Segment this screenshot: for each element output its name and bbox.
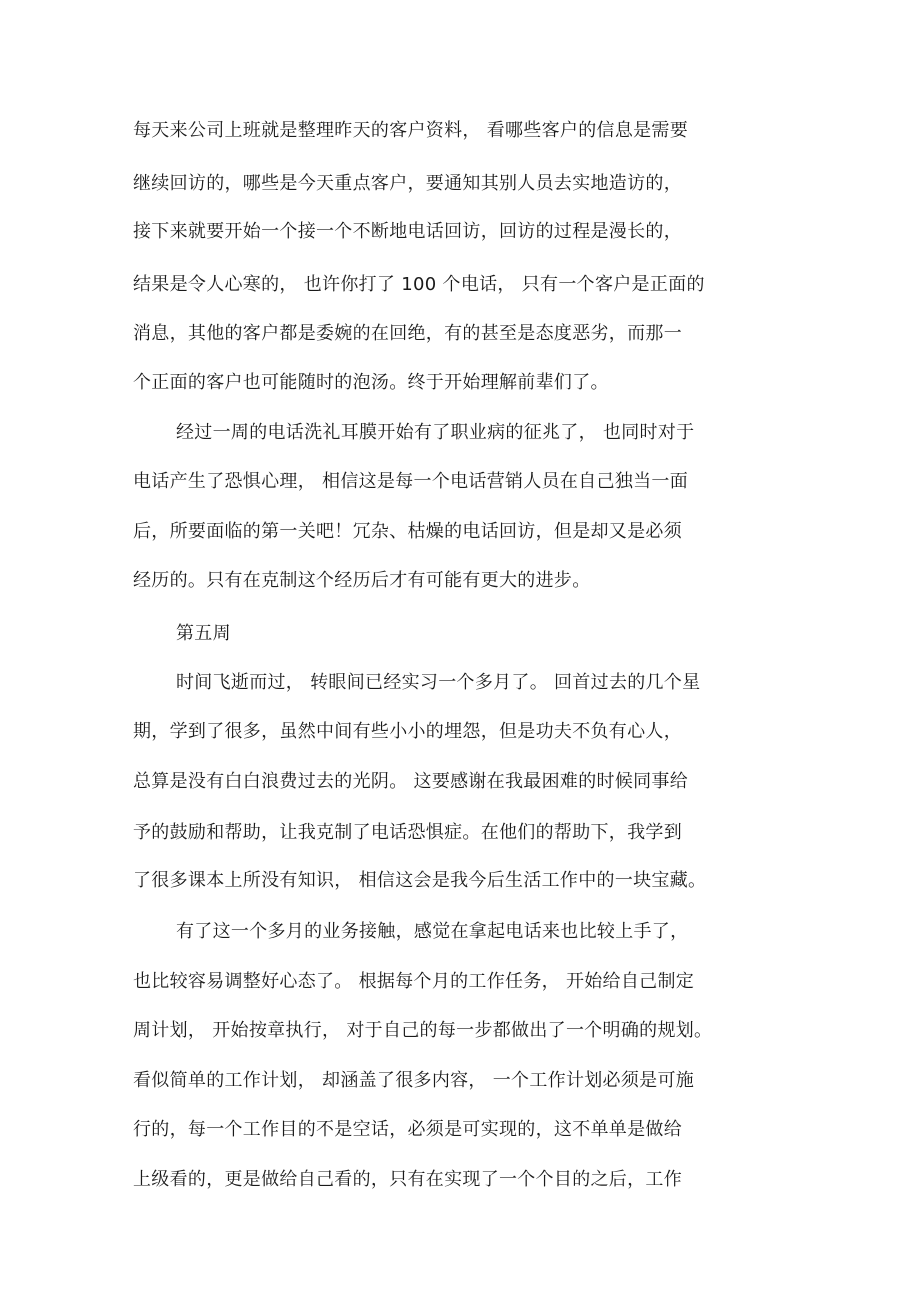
- text-line-7: 经过一周的电话洗礼耳膜开始有了职业病的征兆了， 也同时对于: [176, 422, 695, 443]
- text-line-21: 行的，每一个工作目的不是空话，必须是可实现的，这不单单是做给: [133, 1119, 682, 1140]
- text-line-15: 予的鼓励和帮助，让我克制了电话恐惧症。在他们的帮助下，我学到: [133, 822, 682, 843]
- text-line-8: 电话产生了恐惧心理， 相信这是每一个电话营销人员在自己独当一面: [133, 471, 689, 492]
- text-line-14: 总算是没有白白浪费过去的光阴。 这要感谢在我最困难的时候同事给: [133, 771, 689, 792]
- text-line-18: 也比较容易调整好心态了。 根据每个月的工作任务， 开始给自己制定: [133, 971, 695, 992]
- text-line-10: 经历的。只有在克制这个经历后才有可能有更大的进步。: [133, 570, 591, 591]
- text-line-17: 有了这一个多月的业务接触，感觉在拿起电话来也比较上手了，: [176, 921, 689, 942]
- text-line-2: 继续回访的，哪些是今天重点客户，要通知其别人员去实地造访的，: [133, 173, 682, 194]
- text-line-13: 期，学到了很多，虽然中间有些小小的埋怨，但是功夫不负有心人，: [133, 721, 682, 742]
- text-line-20: 看似简单的工作计划， 却涵盖了很多内容， 一个工作计划必须是可施: [133, 1070, 695, 1091]
- section-heading: 第五周: [176, 623, 231, 644]
- text-line-4: 结果是令人心寒的， 也许你打了 100 个电话， 只有一个客户是正面的: [133, 274, 705, 295]
- text-line-6: 个正面的客户也可能随时的泡汤。终于开始理解前辈们了。: [133, 372, 609, 393]
- text-line-22: 上级看的，更是做给自己看的，只有在实现了一个个目的之后，工作: [133, 1169, 682, 1190]
- text-line-16: 了很多课本上所没有知识， 相信这会是我今后生活工作中的一块宝藏。: [133, 870, 707, 891]
- text-line-3: 接下来就要开始一个接一个不断地电话回访，回访的过程是漫长的，: [133, 221, 682, 242]
- text-line-1: 每天来公司上班就是整理昨天的客户资料， 看哪些客户的信息是需要: [133, 120, 689, 141]
- text-line-9: 后，所要面临的第一关吧！冗杂、枯燥的电话回访，但是却又是必须: [133, 521, 682, 542]
- text-line-19: 周计划， 开始按章执行， 对于自己的每一步都做出了一个明确的规划。: [133, 1020, 713, 1041]
- text-line-5: 消息，其他的客户都是委婉的在回绝，有的甚至是态度恶劣，而那一: [133, 323, 682, 344]
- text-line-12: 时间飞逝而过， 转眼间已经实习一个多月了。 回首过去的几个星: [176, 672, 701, 693]
